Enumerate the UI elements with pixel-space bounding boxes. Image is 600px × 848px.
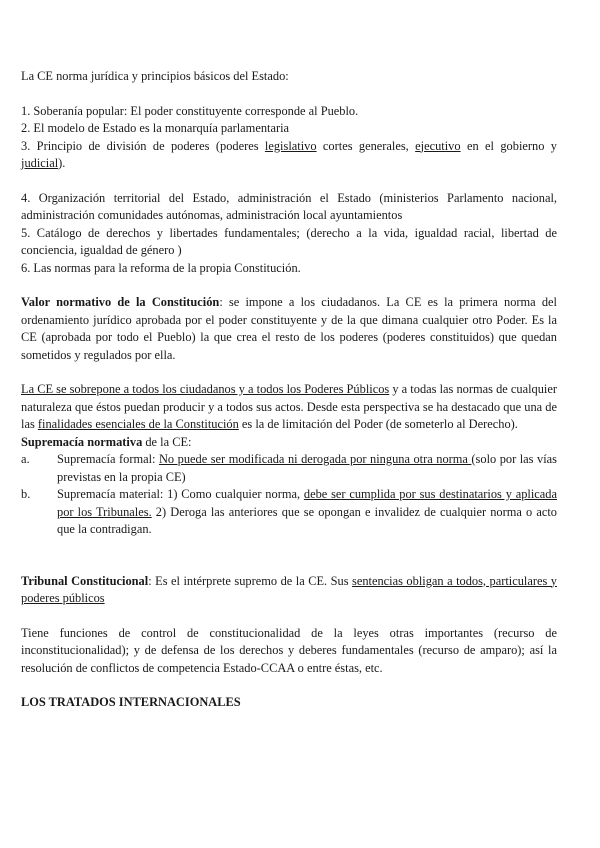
valor-heading: Valor normativo de la Constitución: [21, 295, 220, 309]
principle-3-text: cortes generales,: [316, 138, 416, 153]
valor-text: : se impone a los ciudadanos. La CE es la primera norma del ordenamiento jurídico aprobada por el poder constituyente y de la que dimana cualquier otro Poder. Es la CE (aprobada por todo el Pueblo) la que crea el resto de los poderes (poderes constituidos) que quedan sometidos y regulados por ella.: [21, 295, 557, 362]
supremacia-heading: Supremacía normativa: [21, 434, 143, 449]
supremacia-item-a: [21, 451, 557, 486]
finalidades-underlined: finalidades esenciales de la Constitución: [37, 417, 239, 431]
valor-paragraph: [21, 294, 557, 364]
item-b-label: b.: [21, 487, 31, 501]
item-a-text: [57, 451, 557, 486]
tratados-heading-text: LOS TRATADOS INTERNACIONALES: [21, 695, 241, 709]
sobrepone-underlined: La CE se sobrepone a todos los ciudadanos y a todos los Poderes Públicos: [21, 382, 390, 396]
tribunal-paragraph: [21, 573, 557, 608]
judicial-underlined: judicial: [21, 156, 59, 170]
sentencias-underlined: sentencias obligan a todos, particulares y poderes públicos: [21, 573, 557, 605]
item-b-rest: 2) Deroga las anteriores que se opongan e invalidez de cualquier norma o acto que la contradigan.: [57, 504, 557, 536]
principle-1: 1. Soberanía popular: El poder constituyente corresponde al Pueblo.: [21, 103, 359, 118]
principle-3: [21, 138, 557, 173]
principle-6: 6. Las normas para la reforma de la propia Constitución.: [21, 260, 301, 275]
supremacia-heading-rest: de la CE:: [142, 434, 192, 449]
tribunal-text: : Es el intérprete supremo de la CE. Sus: [148, 573, 353, 588]
item-b-text: [57, 486, 557, 539]
item-a-rest: (solo por las vías previstas en la propia CE): [57, 452, 557, 484]
sobrepone-text: y a todas las normas de cualquier naturaleza que éstos puedan producir y a todos sus actos. Desde esta perspectiva se ha destacado que una de las: [21, 382, 557, 431]
document-title: La CE norma jurídica y principios básicos del Estado:: [21, 69, 289, 83]
tribunal-heading: Tribunal Constitucional: [21, 573, 149, 588]
tratados-heading: [21, 694, 557, 712]
principle-5: 5. Catálogo de derechos y libertades fundamentales; (derecho a la vida, igualdad racial, libertad de conciencia, igualdad de género ): [21, 225, 557, 257]
item-b-lead: Supremacía material: 1) Como cualquier norma,: [57, 487, 304, 501]
sobrepone-text: es la de limitación del Poder (de someterlo al Derecho).: [238, 417, 518, 431]
principle-3-text: en el gobierno y: [460, 138, 557, 153]
principle-3-text: ).: [58, 156, 66, 170]
funciones-paragraph: Tiene funciones de control de constitucionalidad de la leyes otras importantes (recurso de inconstitucionalidad); y de defensa de los derechos y deberes fundamentales (recurso de amparo); así la resolución de conflictos de competencia Estado-CCAA o entre éstas, etc.: [21, 625, 557, 675]
sobrepone-paragraph: [21, 381, 557, 434]
document-page: [21, 68, 557, 712]
supremacia-heading-line: [21, 434, 557, 452]
item-a-lead: Supremacía formal:: [57, 452, 159, 466]
ejecutivo-underlined: ejecutivo: [415, 138, 461, 153]
principle-2: 2. El modelo de Estado es la monarquía parlamentaria: [21, 121, 290, 135]
item-b-underlined: debe ser cumplida por sus destinatarios y aplicada por los Tribunales.: [57, 487, 557, 519]
item-a-underlined: No puede ser modificada ni derogada por ninguna otra norma: [158, 452, 472, 466]
principle-3-text: 3. Principio de división de poderes (poderes: [21, 138, 265, 153]
legislativo-underlined: legislativo: [264, 138, 317, 153]
item-a-label: a.: [21, 452, 30, 466]
principle-4: 4. Organización territorial del Estado, administración el Estado (ministerios Parlamento nacional, administración comunidades autónomas, administración local ayuntamientos: [21, 190, 557, 222]
supremacia-item-b: [21, 486, 557, 539]
